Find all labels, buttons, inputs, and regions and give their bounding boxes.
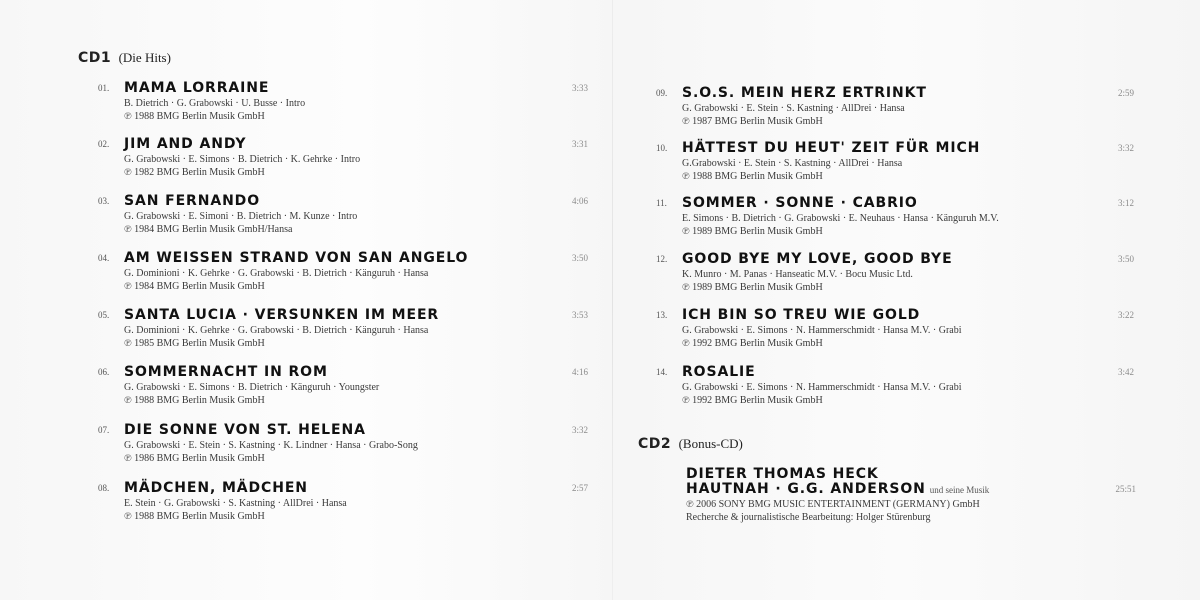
track-copyright: ℗ 1988 BMG Berlin Musik GmbH (124, 395, 265, 406)
cd2-copyright: ℗ 2006 SONY BMG MUSIC ENTERTAINMENT (GERMANY) GmbH (686, 499, 980, 510)
track-duration: 3:22 (1117, 310, 1134, 320)
track-duration: 3:32 (1117, 143, 1134, 153)
track-credits: G. Dominioni · K. Gehrke · G. Grabowski · B. Dietrich · Känguruh · Hansa (124, 325, 429, 336)
track-credits: G. Grabowski · E. Simons · N. Hammerschmidt · Hansa M.V. · Grabi (682, 325, 962, 336)
track-copyright: ℗ 1988 BMG Berlin Musik GmbH (124, 511, 265, 522)
track-duration: 3:31 (571, 139, 588, 149)
cd2-subtitle: (Bonus-CD) (678, 436, 743, 451)
track-duration: 3:53 (571, 310, 588, 320)
page-fold (612, 0, 613, 600)
track-02 (98, 136, 588, 190)
cd2-title-main: HAUTNAH · G.G. ANDERSON (686, 481, 926, 497)
cd2-heading (638, 436, 743, 452)
cd2-entry (658, 466, 1136, 530)
track-number: 03. (98, 196, 110, 206)
track-duration: 3:33 (571, 83, 588, 93)
track-copyright: ℗ 1982 BMG Berlin Musik GmbH (124, 167, 265, 178)
track-title: SOMMER · SONNE · CABRIO (682, 195, 918, 211)
track-14 (656, 364, 1134, 418)
track-duration: 2:59 (1117, 88, 1134, 98)
track-09 (656, 85, 1134, 139)
track-credits: E. Simons · B. Dietrich · G. Grabowski · E. Neuhaus · Hansa · Känguruh M.V. (682, 213, 999, 224)
track-copyright: ℗ 1988 BMG Berlin Musik GmbH (682, 171, 823, 182)
cd2-title (686, 481, 989, 497)
track-copyright: ℗ 1984 BMG Berlin Musik GmbH/Hansa (124, 224, 293, 235)
track-06 (98, 364, 588, 418)
cd1-subtitle: (Die Hits) (118, 50, 171, 65)
track-number: 04. (98, 253, 110, 263)
track-number: 12. (656, 254, 668, 264)
track-title: S.O.S. MEIN HERZ ERTRINKT (682, 85, 927, 101)
track-13 (656, 307, 1134, 361)
track-title: DIE SONNE VON ST. HELENA (124, 422, 366, 438)
track-number: 07. (98, 425, 110, 435)
track-04 (98, 250, 588, 304)
track-duration: 3:50 (1117, 254, 1134, 264)
track-number: 09. (656, 88, 668, 98)
track-copyright: ℗ 1988 BMG Berlin Musik GmbH (124, 111, 265, 122)
track-credits: G. Grabowski · E. Simons · B. Dietrich · K. Gehrke · Intro (124, 154, 361, 165)
track-duration: 4:16 (571, 367, 588, 377)
cd2-duration: 25:51 (1115, 484, 1136, 494)
track-credits: G. Grabowski · E. Stein · S. Kastning · AllDrei · Hansa (682, 103, 905, 114)
track-credits: K. Munro · M. Panas · Hanseatic M.V. · Bocu Music Ltd. (682, 269, 913, 280)
track-title: JIM AND ANDY (124, 136, 247, 152)
track-number: 06. (98, 367, 110, 377)
track-copyright: ℗ 1992 BMG Berlin Musik GmbH (682, 338, 823, 349)
track-07 (98, 422, 588, 476)
track-number: 14. (656, 367, 668, 377)
track-copyright: ℗ 1989 BMG Berlin Musik GmbH (682, 226, 823, 237)
track-11 (656, 195, 1134, 249)
track-number: 02. (98, 139, 110, 149)
track-title: AM WEISSEN STRAND VON SAN ANGELO (124, 250, 469, 266)
track-title: ICH BIN SO TREU WIE GOLD (682, 307, 921, 323)
cd2-label: CD2 (638, 436, 672, 452)
track-number: 05. (98, 310, 110, 320)
track-title: GOOD BYE MY LOVE, GOOD BYE (682, 251, 953, 267)
track-duration: 4:06 (571, 196, 588, 206)
track-credits: G. Grabowski · E. Simons · N. Hammerschmidt · Hansa M.V. · Grabi (682, 382, 962, 393)
track-title: MÄDCHEN, MÄDCHEN (124, 480, 308, 496)
track-number: 08. (98, 483, 110, 493)
track-duration: 3:12 (1117, 198, 1134, 208)
track-copyright: ℗ 1985 BMG Berlin Musik GmbH (124, 338, 265, 349)
cd1-label: CD1 (78, 50, 112, 66)
track-05 (98, 307, 588, 361)
track-duration: 3:50 (571, 253, 588, 263)
track-duration: 2:57 (571, 483, 588, 493)
track-copyright: ℗ 1992 BMG Berlin Musik GmbH (682, 395, 823, 406)
track-03 (98, 193, 588, 247)
track-credits: G. Grabowski · E. Simoni · B. Dietrich · M. Kunze · Intro (124, 211, 358, 222)
track-title: SANTA LUCIA · VERSUNKEN IM MEER (124, 307, 440, 323)
track-01 (98, 80, 588, 134)
cd2-title-tail: und seine Musik (929, 485, 990, 495)
track-title: SAN FERNANDO (124, 193, 261, 209)
track-title: ROSALIE (682, 364, 756, 380)
track-number: 11. (656, 198, 667, 208)
track-08 (98, 480, 588, 534)
track-number: 10. (656, 143, 668, 153)
track-credits: G. Grabowski · E. Simons · B. Dietrich · Känguruh · Youngster (124, 382, 380, 393)
track-title: SOMMERNACHT IN ROM (124, 364, 328, 380)
track-copyright: ℗ 1984 BMG Berlin Musik GmbH (124, 281, 265, 292)
track-credits: G.Grabowski · E. Stein · S. Kastning · AllDrei · Hansa (682, 158, 903, 169)
track-copyright: ℗ 1989 BMG Berlin Musik GmbH (682, 282, 823, 293)
track-12 (656, 251, 1134, 305)
track-duration: 3:42 (1117, 367, 1134, 377)
cd2-artist: DIETER THOMAS HECK (686, 466, 879, 482)
cd2-research-credit: Recherche & journalistische Bearbeitung: Holger Stürenburg (686, 512, 931, 523)
track-title: MAMA LORRAINE (124, 80, 270, 96)
track-number: 13. (656, 310, 668, 320)
track-credits: E. Stein · G. Grabowski · S. Kastning · AllDrei · Hansa (124, 498, 347, 509)
track-credits: B. Dietrich · G. Grabowski · U. Busse · Intro (124, 98, 306, 109)
track-credits: G. Dominioni · K. Gehrke · G. Grabowski · B. Dietrich · Känguruh · Hansa (124, 268, 429, 279)
track-credits: G. Grabowski · E. Stein · S. Kastning · K. Lindner · Hansa · Grabo-Song (124, 440, 418, 451)
track-copyright: ℗ 1986 BMG Berlin Musik GmbH (124, 453, 265, 464)
track-number: 01. (98, 83, 110, 93)
track-10 (656, 140, 1134, 194)
cd1-heading (78, 50, 171, 66)
track-duration: 3:32 (571, 425, 588, 435)
track-title: HÄTTEST DU HEUT' ZEIT FÜR MICH (682, 140, 981, 156)
track-copyright: ℗ 1987 BMG Berlin Musik GmbH (682, 116, 823, 127)
